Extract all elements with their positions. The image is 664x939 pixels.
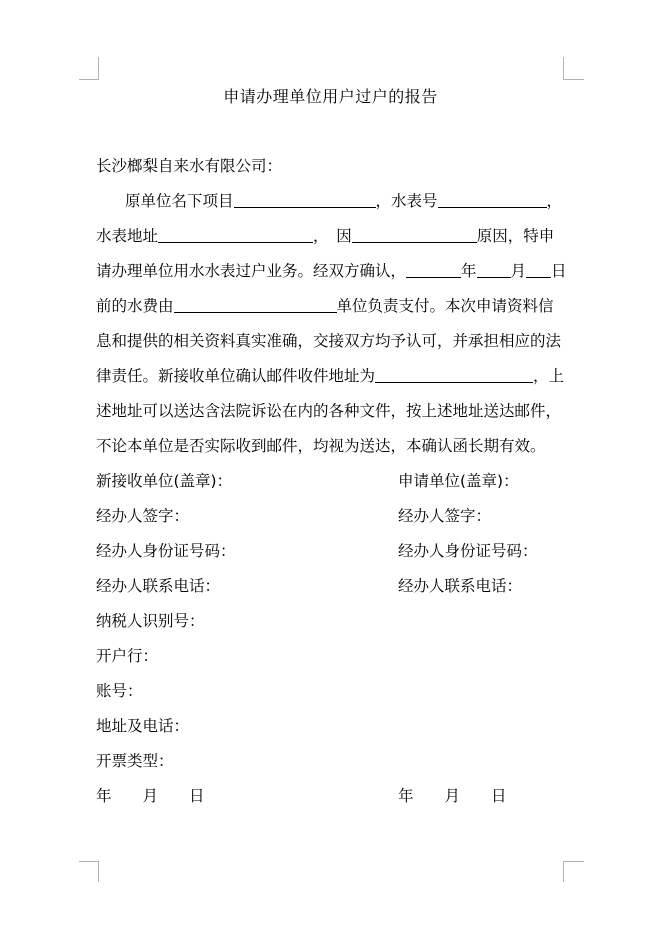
form-text: 息和提供的相关资料真实准确，交接双方均予认可，并承担相应的法	[96, 332, 562, 350]
signature-row	[96, 639, 565, 674]
margin-crop-mark-bottom-left	[79, 861, 99, 882]
form-text: 原单位名下项目	[125, 192, 234, 210]
salutation: 长沙榔梨自来水有限公司：	[96, 157, 283, 175]
document-content	[96, 79, 565, 814]
fill-in-blank	[406, 262, 461, 279]
date-line-left: 年 月 日	[96, 787, 205, 805]
fill-in-blank	[477, 262, 511, 279]
form-text: 单位负责支付。本次申请资料信	[336, 297, 554, 315]
signature-label-left: 经办人身份证号码：	[96, 542, 236, 560]
paragraph-line	[96, 324, 565, 359]
signature-label-left: 开户行：	[96, 647, 159, 665]
signature-label-right: 经办人联系电话：	[398, 577, 523, 595]
paragraph-line	[96, 394, 565, 429]
signature-row	[96, 534, 565, 569]
document-title: 申请办理单位用户过户的报告	[223, 87, 438, 106]
body-paragraph	[96, 184, 565, 464]
paragraph-line	[96, 359, 565, 394]
form-text: ， 因	[313, 227, 352, 245]
signature-row	[96, 779, 565, 814]
paragraph-line	[96, 429, 565, 464]
margin-crop-mark-top-right	[563, 57, 584, 80]
form-text: 月	[510, 262, 527, 280]
form-text: 不论本单位是否实际收到邮件，均视为送达，本确认函长期有效。	[96, 437, 546, 455]
signature-row	[96, 464, 565, 499]
signature-row	[96, 674, 565, 709]
signature-label-right: 经办人身份证号码：	[398, 542, 538, 560]
form-text: 年	[461, 262, 477, 280]
form-text: 前的水费由	[96, 297, 174, 315]
paragraph-line	[96, 219, 565, 254]
paragraph-line	[96, 184, 565, 219]
fill-in-blank	[234, 192, 376, 209]
signature-label-left: 开票类型：	[96, 752, 174, 770]
signature-label-left: 纳税人识别号：	[96, 612, 205, 630]
signature-row	[96, 569, 565, 604]
margin-crop-mark-bottom-right	[563, 861, 584, 882]
margin-crop-mark-top-left	[79, 57, 99, 80]
form-text: ，水表号	[375, 192, 438, 210]
form-text: ，上	[533, 367, 565, 385]
form-text: 日	[551, 262, 567, 280]
fill-in-blank	[375, 367, 533, 384]
signature-label-right: 经办人签字：	[398, 507, 492, 525]
signature-label-left: 经办人签字：	[96, 507, 190, 525]
signature-label-left: 经办人联系电话：	[96, 577, 221, 595]
fill-in-blank	[526, 262, 551, 279]
form-text: 请办理单位用水水表过户业务。经双方确认，	[96, 262, 407, 280]
fill-in-blank	[158, 227, 313, 244]
fill-in-blank	[352, 227, 477, 244]
fill-in-blank	[174, 297, 337, 314]
signature-row	[96, 499, 565, 534]
signature-block	[96, 464, 565, 814]
paragraph-line	[96, 289, 565, 324]
signature-label-left: 账号：	[96, 682, 143, 700]
form-text: 水表地址	[96, 227, 159, 245]
signature-row	[96, 744, 565, 779]
signature-row	[96, 604, 565, 639]
signature-row	[96, 709, 565, 744]
paragraph-line	[96, 254, 565, 289]
date-line-right: 年 月 日	[398, 787, 507, 805]
signature-label-left: 新接收单位(盖章)：	[96, 472, 233, 490]
form-text: ，	[546, 192, 563, 210]
form-text: 律责任。新接收单位确认邮件收件地址为	[96, 367, 376, 385]
blank-line	[96, 114, 565, 149]
fill-in-blank	[438, 192, 547, 209]
signature-label-right: 申请单位(盖章)：	[398, 472, 519, 490]
signature-label-left: 地址及电话：	[96, 717, 190, 735]
form-text: 原因，特申	[476, 227, 555, 245]
form-text: 述地址可以送达含法院诉讼在内的各种文件，按上述地址送达邮件，	[96, 402, 562, 420]
